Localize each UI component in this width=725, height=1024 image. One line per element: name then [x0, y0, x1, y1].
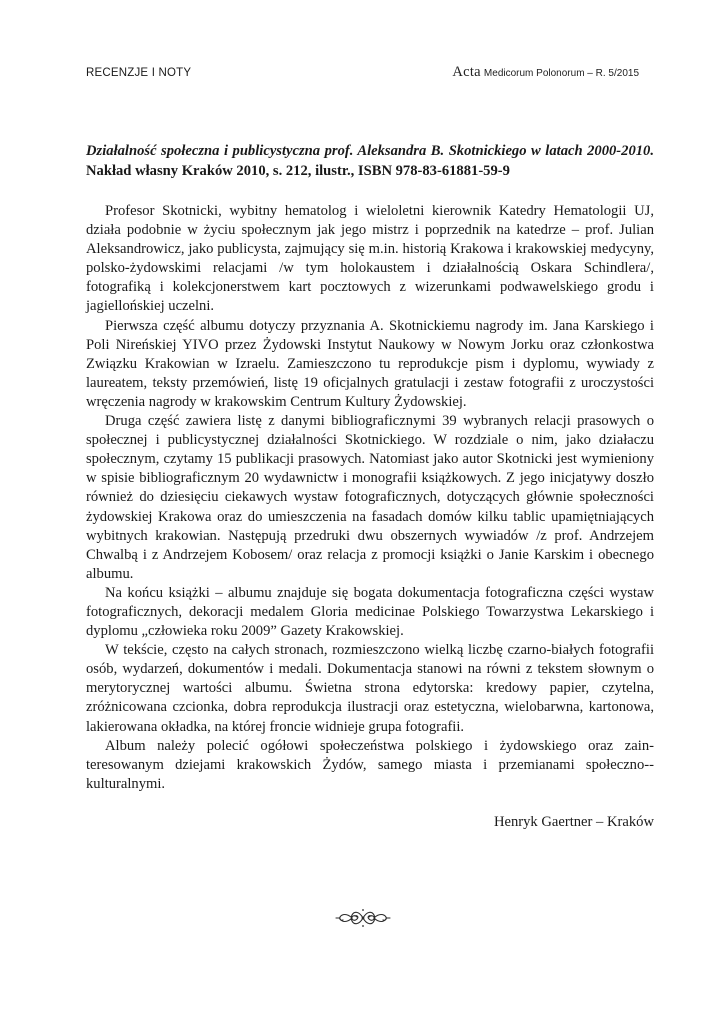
journal-reference	[452, 64, 639, 81]
paragraph-3: Druga część zawiera listę z danymi bibliograficznymi 39 wybranych relacji prasowych o społecznej i publicystycznej działalności Skotnickiego. W rozdziale o nim, jako działaczu społecznym, czytamy 15 publikacji prasowych. Natomiast jako autor Skotnicki jest wymieniony w spisie bibliograficznym 20 wydawnictw i monografii książkowych. Z jego inicjatywy doszło również do dziesięciu ciekawych wystaw fotograficznych, dotyczących głównie społeczności żydowskiej Krakowa oraz do umieszczenia na fasadach domów kilku tablic upamiętniających wybitnych krakowian. Następują przedruki dwu obszernych wywiadów /z prof. Andrzejem Chwalbą i z Andrzejem Kobosem/ oraz relacja z promocji książki o Janie Karskim i obecnego albumu.	[86, 413, 654, 582]
paragraph-4: Na końcu książki – albumu znajduje się bogata dokumentacja fotograficzna części wystaw fotograficznych, dekoracji medalem Gloria medicinae Polskiego Towarzystwa Lekarskiego i dyplomu „człowieka roku 2009” Gazety Krakowskiej.	[86, 584, 654, 640]
review-body	[86, 202, 654, 794]
paragraph-1: Profesor Skotnicki, wybitny hematolog i wieloletni kierownik Katedry Hematologii UJ, działa podobnie w życiu społecznym jak jego mistrz i poprzednik na katedrze – prof. Julian Aleksandrowicz, jako publicysta, zajmujący się m.in. historią Krakowa i krakowskiej medycyny, polsko-żydowskimi relacjami /w tym holokaustem i działalnością Oskara Schindlera/, fotografiką i kolekcjonerstwem kart pocztowych z wizerunkami podwawelskiego grodu i jagiellońskiej uczelni.	[86, 203, 654, 315]
article-content	[86, 142, 654, 832]
journal-name-acta: Acta	[452, 64, 481, 80]
decorative-ornament-icon	[334, 905, 392, 931]
section-label: RECENZJE I NOTY	[86, 67, 192, 79]
review-title	[86, 142, 654, 181]
paragraph-2: Pierwsza część albumu dotyczy przyznania A. Skotnickiemu nagrody im. Jana Karskiego i Poli Nireńskiej YIVO przez Żydowski Instytut Naukowy w Nowym Jorku oraz członkostwa Związku Krakowian w Izraelu. Zamieszczono tu reprodukcje pism i dyplomu, wywiady z laureatem, teksty przemówień, listę 19 oficjalnych gratulacji i zestaw fotografii z uroczystości wręczenia nagrody w krakowskim Centrum Kultury Żydowskiej.	[86, 317, 654, 410]
publication-details: Nakład własny Kraków 2010, s. 212, ilustr., ISBN 978-83-61881-59-9	[86, 162, 510, 179]
author-signature: Henryk Gaertner – Kraków	[493, 813, 654, 830]
book-title: Działalność społeczna i publicystyczna prof. Aleksandra B. Skotnickiego w latach 2000-2010.	[86, 143, 654, 159]
running-head	[86, 64, 639, 82]
paragraph-5: W tekście, często na całych stronach, rozmieszczono wielką liczbę czarno-białych fotografii osób, wydarzeń, dokumentów i medali. Dokumentacja stanowi na równi z tekstem słownym o merytorycznej wartości albumu. Świetna strona edytorska: kredowy papier, czytelna, zróżnicowana czcionka, dobra reprodukcja ilustracji oraz estetyczna, wielobarwna, kartonowa, lakierowana okładka, na której froncie widnieje grupa fotografii.	[86, 642, 654, 735]
paragraph-6: Album należy polecić ogółowi społeczeństwa polskiego i żydowskiego oraz zainteresowanym dziejami krakowskich Żydów, samego miasta i przemianami społeczno--kulturalnymi.	[86, 737, 654, 792]
journal-issue: Medicorum Polonorum – R. 5/2015	[483, 68, 639, 79]
